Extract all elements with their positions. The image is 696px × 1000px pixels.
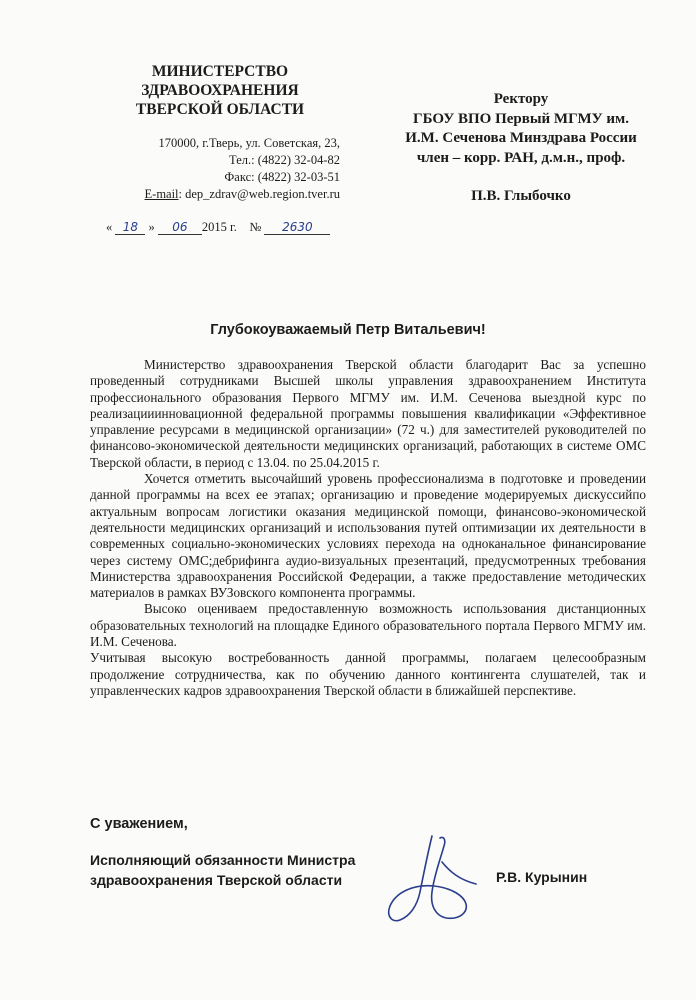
ministry-line: ТВЕРСКОЙ ОБЛАСТИ xyxy=(135,101,305,118)
signer-title xyxy=(90,850,390,890)
recipient-line: И.М. Сеченова Минздрава России xyxy=(405,130,637,146)
ministry-line: МИНИСТЕРСТВО xyxy=(151,63,289,80)
registration-number: 2630 xyxy=(264,220,330,235)
date-open-quote: « xyxy=(106,220,113,234)
date-close-quote: » xyxy=(148,220,155,234)
signer-title-line: здравоохранения Тверской области xyxy=(90,872,343,888)
date-day: 18 xyxy=(115,220,145,235)
date-year: 2015 г. xyxy=(201,220,237,234)
recipient-line: ГБОУ ВПО Первый МГМУ им. xyxy=(413,110,629,127)
salutation: Глубокоуважаемый Петр Витальевич! xyxy=(210,322,486,338)
signer-name: Р.В. Курынин xyxy=(496,869,588,885)
date-month: 06 xyxy=(158,220,202,235)
ministry-name xyxy=(100,62,340,119)
handwritten-signature xyxy=(380,832,490,928)
sender-email xyxy=(100,186,340,203)
recipient-name: П.В. Глыбочко xyxy=(471,188,571,204)
registration-line xyxy=(106,220,330,235)
recipient-line: Ректору xyxy=(493,91,549,107)
body-paragraph: Министерство здравоохранения Тверской области благодарит Вас за успешно проведенный сотрудниками Высшей школы управления здравоохранением Института профессионального образования Первого МГМУ им. И.М. Сеченова выездной курс по реализацииинновационной федеральной программы повышения квалификации «Эффективное управление ресурсами в медицинской организации» (72 ч.) для заместителей руководителей по финансово-экономической деятельности медицинских организаций, работающих в системе ОМС Тверской области, в период с 13.04. по 25.04.2015 г. xyxy=(90,357,646,470)
body-paragraph: Хочется отметить высочайший уровень профессионализма в подготовке и проведении данной программы на всех ее этапах; организацию и проведение модерируемых дискуссийпо актуальным вопросам логистики оказания медицинской помощи, финансово-экономической деятельности медицинских организаций и использования путей оптимизации их деятельности в современных социально-экономических условиях перехода на одноканальное финансирование через систему ОМС;дебрифинга аудио-визуальных презентаций, предусмотренных требования Министерства здравоохранения Российской Федерации, а также предоставление методических материалов в рамках ВУЗовского компонента программы. xyxy=(90,471,646,601)
sender-block xyxy=(100,62,340,203)
recipient-block xyxy=(386,90,656,207)
sender-address: 170000, г.Тверь, ул. Советская, 23, xyxy=(158,136,340,150)
letter-body xyxy=(90,357,646,699)
closing: С уважением, xyxy=(90,816,188,832)
sender-contacts xyxy=(100,135,340,203)
signer-title-line: Исполняющий обязанности Министра xyxy=(90,852,356,868)
number-sign: № xyxy=(249,220,262,234)
ministry-line: ЗДРАВООХРАНЕНИЯ xyxy=(141,82,299,99)
sender-fax: Факс: (4822) 32-03-51 xyxy=(224,170,340,184)
body-paragraph: Высоко оцениваем предоставленную возможность использования дистанционных образовательных технологий на площадке Единого образовательного портала Первого МГМУ им. И.М. Сеченова. xyxy=(90,601,646,650)
sender-phone: Тел.: (4822) 32-04-82 xyxy=(229,153,340,167)
email-label: E-mail xyxy=(144,187,179,201)
email-value: : dep_zdrav@web.region.tver.ru xyxy=(178,187,340,201)
recipient-line: член – корр. РАН, д.м.н., проф. xyxy=(416,149,626,166)
body-paragraph: Учитывая высокую востребованность данной программы, полагаем целесообразным продолжение сотрудничества, как по обучению данного контингента слушателей, так и управленческих кадров здравоохранения Тверской области в ближайшей перспективе. xyxy=(90,650,646,698)
